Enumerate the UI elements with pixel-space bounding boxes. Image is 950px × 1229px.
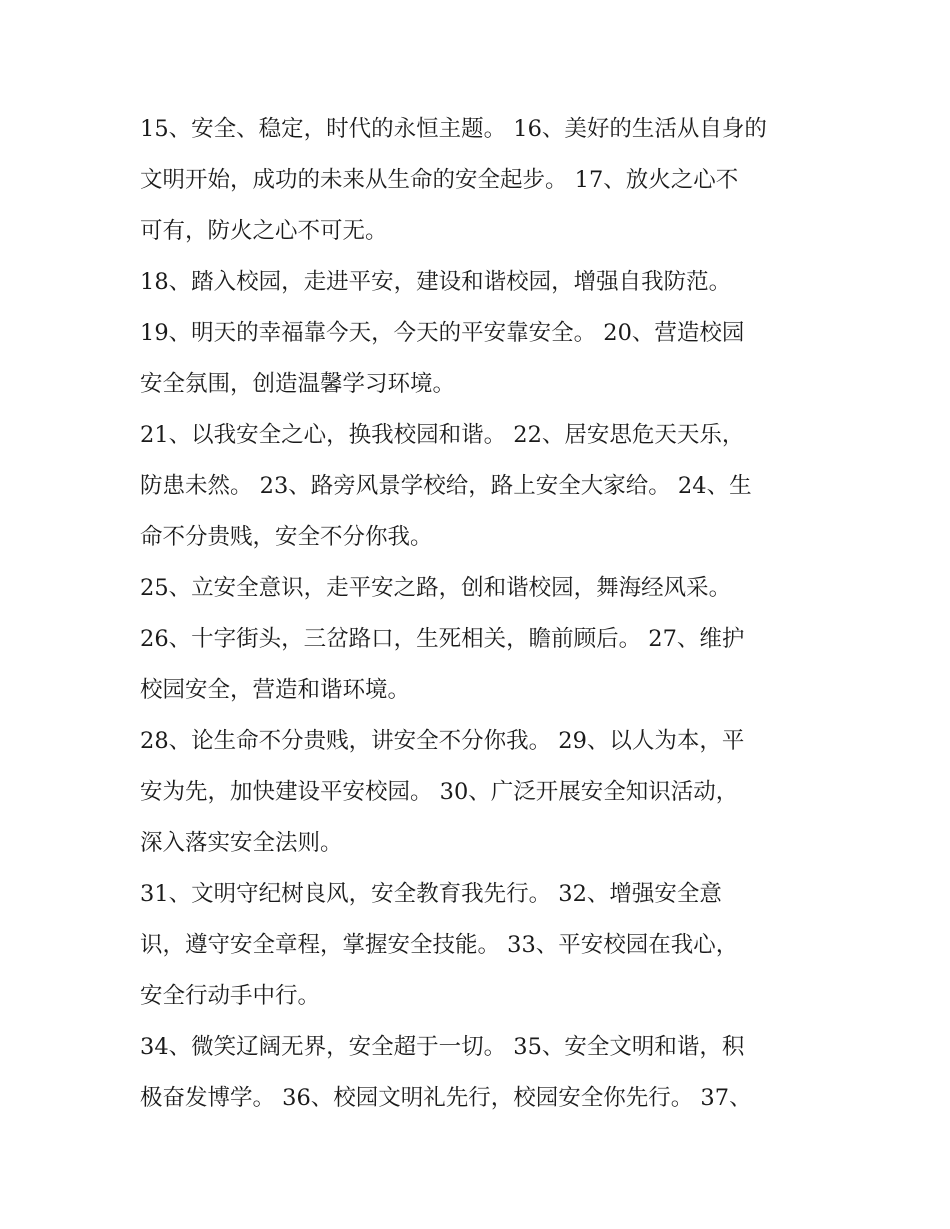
text-line: 26、十字街头，三岔路口，生死相关，瞻前顾后。 27、维护 xyxy=(140,626,745,652)
text-line: 防患未然。 23、路旁风景学校给，路上安全大家给。 24、生 xyxy=(140,473,752,499)
text-line: 18、踏入校园，走进平安，建设和谐校园，增强自我防范。 xyxy=(140,269,732,295)
text-line: 31、文明守纪树良风，安全教育我先行。 32、增强安全意 xyxy=(140,881,722,907)
text-line: 15、安全、稳定，时代的永恒主题。 16、美好的生活从自身的 xyxy=(140,116,767,142)
text-line: 安全氛围，创造温馨学习环境。 xyxy=(140,371,456,397)
document-body xyxy=(140,104,820,1124)
text-line: 深入落实安全法则。 xyxy=(140,830,343,856)
text-line: 安为先，加快建设平安校园。 30、广泛开展安全知识活动， xyxy=(140,779,739,805)
text-line: 19、明天的幸福靠今天，今天的平安靠安全。 20、营造校园 xyxy=(140,320,745,346)
text-line: 25、立安全意识，走平安之路，创和谐校园，舞海经风采。 xyxy=(140,575,732,601)
text-line: 命不分贵贱，安全不分你我。 xyxy=(140,524,433,550)
text-line: 安全行动手中行。 xyxy=(140,983,321,1009)
text-line: 极奋发博学。 36、校园文明礼先行，校园安全你先行。 37、 xyxy=(140,1085,752,1111)
text-line: 可有，防火之心不可无。 xyxy=(140,218,388,244)
text-line: 文明开始，成功的未来从生命的安全起步。 17、放火之心不 xyxy=(140,167,739,193)
text-line: 28、论生命不分贵贱，讲安全不分你我。 29、以人为本，平 xyxy=(140,728,745,754)
text-line: 识，遵守安全章程，掌握安全技能。 33、平安校园在我心， xyxy=(140,932,739,958)
text-line: 34、微笑辽阔无界，安全超于一切。 35、安全文明和谐，积 xyxy=(140,1034,745,1060)
text-line: 校园安全，营造和谐环境。 xyxy=(140,677,411,703)
text-line: 21、以我安全之心，换我校园和谐。 22、居安思危天天乐， xyxy=(140,422,745,448)
